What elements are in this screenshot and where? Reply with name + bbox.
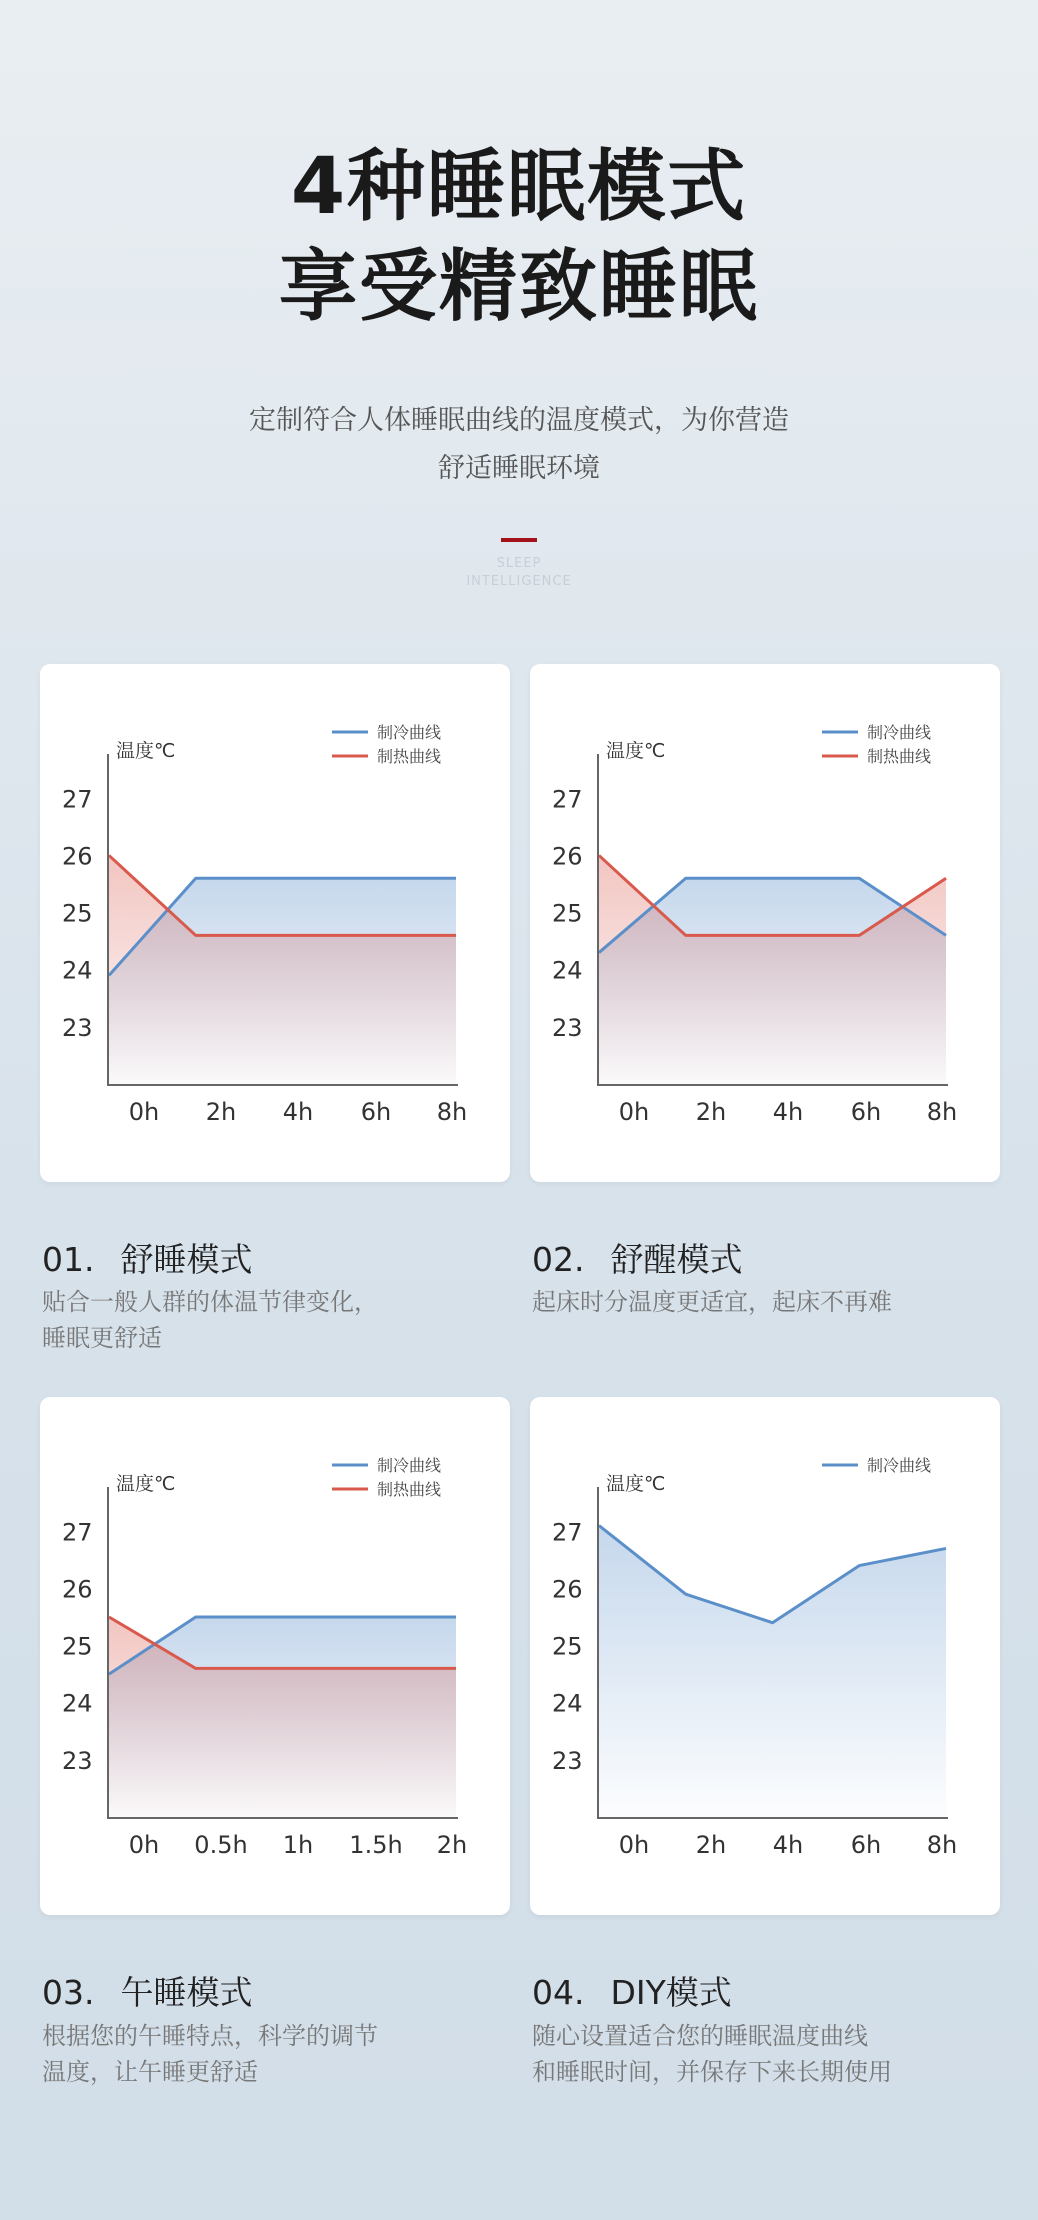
- mode-3-description: [42, 2018, 512, 2090]
- mode-3-desc-line-2: 温度，让午睡更舒适: [42, 2058, 258, 2086]
- mode-3-title: [42, 1967, 252, 2014]
- y-axis-label: 温度℃: [606, 1473, 666, 1495]
- x-tick-label: 4h: [772, 1098, 804, 1126]
- x-tick-label: 8h: [436, 1098, 468, 1126]
- x-tick-label: 2h: [695, 1831, 727, 1859]
- y-tick-label: 24: [62, 1689, 93, 1718]
- x-tick-label: 6h: [850, 1831, 882, 1859]
- x-tick-label: 0h: [618, 1098, 650, 1126]
- x-tick-label: 6h: [360, 1098, 392, 1126]
- mode-1-number: 01.: [42, 1240, 95, 1279]
- x-tick-label: 4h: [772, 1831, 804, 1859]
- y-tick-label: 24: [62, 956, 93, 985]
- x-tick-label: 1h: [282, 1831, 314, 1859]
- y-tick-label: 27: [552, 785, 583, 814]
- legend-entry: 制热曲线: [377, 747, 442, 766]
- mode-4-name: DIY模式: [610, 1973, 732, 2012]
- accent-divider: [501, 538, 537, 542]
- y-tick-label: 27: [62, 1518, 93, 1547]
- chart-card-4: [530, 1397, 1000, 1915]
- chart-2: [530, 664, 1000, 1182]
- mode-1-desc-line-2: 睡眠更舒适: [42, 1324, 162, 1352]
- mode-1-name: 舒睡模式: [120, 1240, 253, 1279]
- mode-4-desc-line-2: 和睡眠时间，并保存下来长期使用: [532, 2058, 892, 2086]
- mode-2-name: 舒醒模式: [610, 1240, 743, 1279]
- mode-1-title: [42, 1234, 252, 1281]
- y-tick-label: 26: [62, 1575, 93, 1604]
- y-tick-label: 25: [552, 1632, 583, 1661]
- tiny-english-line-2: INTELLIGENCE: [466, 574, 572, 589]
- x-tick-label: 8h: [926, 1098, 958, 1126]
- mode-4-number: 04.: [532, 1973, 585, 2012]
- mode-4-description: [532, 2018, 1002, 2090]
- x-tick-label: 4h: [282, 1098, 314, 1126]
- mode-1-desc-line-1: 贴合一般人群的体温节律变化，: [42, 1288, 378, 1316]
- y-tick-label: 23: [62, 1746, 93, 1775]
- y-tick-label: 24: [552, 1689, 583, 1718]
- subtitle-line-2: 舒适睡眠环境: [438, 453, 600, 484]
- mode-4-title: [532, 1967, 732, 2014]
- mode-2-desc-line-1: 起床时分温度更适宜，起床不再难: [532, 1288, 892, 1316]
- y-axis-label: 温度℃: [116, 740, 176, 762]
- chart-3: [40, 1397, 510, 1915]
- y-axis-label: 温度℃: [606, 740, 666, 762]
- y-tick-label: 23: [62, 1013, 93, 1042]
- tiny-english-line-1: SLEEP: [496, 556, 542, 571]
- chart-4: [530, 1397, 1000, 1915]
- page-title-line-2: 享受精致睡眠: [278, 242, 759, 332]
- chart-card-2: [530, 664, 1000, 1182]
- x-tick-label: 0h: [618, 1831, 650, 1859]
- legend-entry: 制冷曲线: [377, 1456, 442, 1475]
- x-tick-label: 6h: [850, 1098, 882, 1126]
- mode-4-desc-line-1: 随心设置适合您的睡眠温度曲线: [532, 2022, 868, 2050]
- x-tick-label: 2h: [205, 1098, 237, 1126]
- mode-2-title: [532, 1234, 742, 1281]
- legend-entry: 制热曲线: [377, 1480, 442, 1499]
- x-tick-label: 0.5h: [194, 1831, 248, 1859]
- legend-entry: 制冷曲线: [867, 723, 932, 742]
- y-tick-label: 26: [552, 842, 583, 871]
- legend-entry: 制热曲线: [867, 747, 932, 766]
- y-tick-label: 23: [552, 1013, 583, 1042]
- subtitle-line-1: 定制符合人体睡眠曲线的温度模式，为你营造: [249, 405, 789, 436]
- chart-card-1: [40, 664, 510, 1182]
- mode-3-name: 午睡模式: [120, 1973, 253, 2012]
- x-tick-label: 0h: [128, 1831, 160, 1859]
- x-tick-label: 0h: [128, 1098, 160, 1126]
- chart-1: [40, 664, 510, 1182]
- mode-3-number: 03.: [42, 1973, 95, 2012]
- y-tick-label: 25: [62, 1632, 93, 1661]
- y-tick-label: 27: [552, 1518, 583, 1547]
- y-tick-label: 26: [62, 842, 93, 871]
- y-tick-label: 25: [62, 899, 93, 928]
- legend-entry: 制冷曲线: [867, 1456, 932, 1475]
- page-title-line-1: 4种睡眠模式: [290, 142, 748, 232]
- mode-1-description: [42, 1284, 512, 1356]
- y-tick-label: 25: [552, 899, 583, 928]
- x-tick-label: 8h: [926, 1831, 958, 1859]
- mode-2-description: [532, 1284, 1002, 1320]
- x-tick-label: 2h: [436, 1831, 468, 1859]
- y-tick-label: 27: [62, 785, 93, 814]
- legend-entry: 制冷曲线: [377, 723, 442, 742]
- y-tick-label: 24: [552, 956, 583, 985]
- x-tick-label: 1.5h: [349, 1831, 403, 1859]
- y-tick-label: 23: [552, 1746, 583, 1775]
- y-axis-label: 温度℃: [116, 1473, 176, 1495]
- series-area: [599, 1526, 946, 1817]
- mode-2-number: 02.: [532, 1240, 585, 1279]
- mode-3-desc-line-1: 根据您的午睡特点，科学的调节: [42, 2022, 378, 2050]
- x-tick-label: 2h: [695, 1098, 727, 1126]
- chart-card-3: [40, 1397, 510, 1915]
- y-tick-label: 26: [552, 1575, 583, 1604]
